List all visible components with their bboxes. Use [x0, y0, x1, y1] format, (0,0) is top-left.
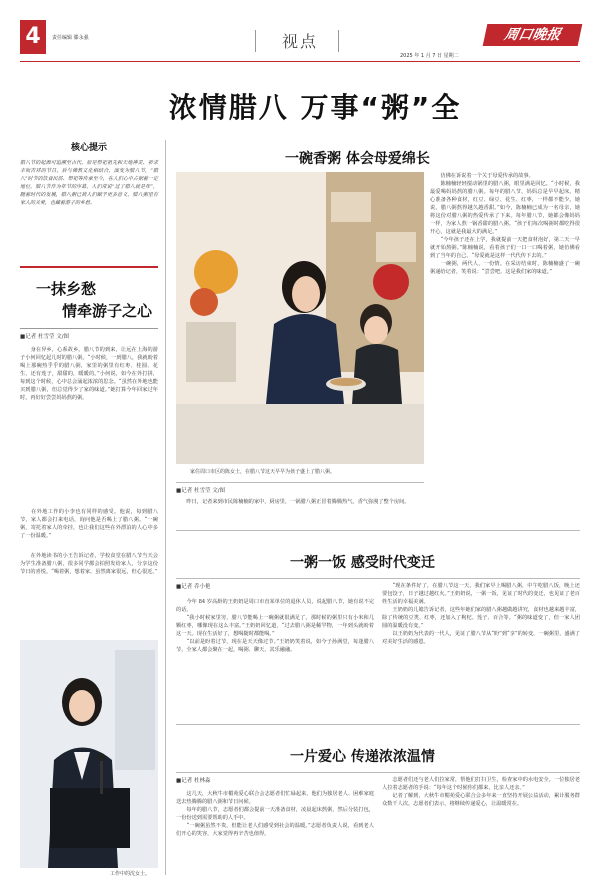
- top-article-body-left: 昨日，记者来到市民陈楠楠的家中，厨房里，一锅腊八粥正冒着腾腾热气，香气弥漫了整个房间。: [176, 499, 410, 505]
- bottom-article-body-right: 志愿者们还与老人们拉家常，帮他们打扫卫生，检查家中的水电安全。一位独居老人拉着志愿者的手说：“每年这个时候你们都来，比亲人还亲。” 记者了解到，大秋牛市楣苑爱心联合会多年来一直坚持开展公益活动，累计服务群众数千人次。志愿者们表示，将继续传递爱心，让温暖常在。: [382, 777, 580, 807]
- top-byline-rule: [176, 482, 424, 483]
- middle-top-rule: [176, 530, 580, 531]
- column-separator: [165, 140, 166, 875]
- summary-title: 核心提示: [70, 143, 107, 153]
- header-rule: [20, 61, 580, 62]
- top-article-byline: ■记者 杜雪莹 文/图: [176, 488, 226, 494]
- bottom-top-rule: [176, 724, 580, 725]
- top-photo-caption: 家住周口市区的陈女士，在腊八节这天早早为孩子盛上了腊八粥。: [190, 469, 336, 475]
- top-article-body-right: 仿佛在诉说着一个关于母爱传承的故事。 陈楠楠轻轻搅动锅里的腊八粥，眼里满是回忆。“小时候，我最爱喝妈妈熬的腊八粥。每年的腊八节，妈妈总是早早起床，精心准备各种食材，红豆、绿豆、花生、红枣，一样都不能少。她说，腊八粥熬得越久越香甜。”如今，陈楠楠已成为一名母亲，她将这份对腊八粥的热爱传承了下来。每年腊八节，她都会像妈妈一样，为家人熬一锅香甜的腊八粥。“孩子们每次喝粥时都吃得很开心，这就是我最大的满足。” “今年孩子还在上学，我就提前一天把食材泡好，第二天一早就开始熬粥。”陈楠楠说，看着孩子们一口一口喝着粥，她仿佛看到了当年的自己。“母爱就是这样一代代传下去的。” 一碗粥，两代人，一份情。在采访结束时，陈楠楠盛了一碗粥递给记者，笑着说：“尝尝吧，这是我们家的味道。”: [430, 173, 580, 275]
- middle-article-title: 一粥一饭 感受时代变迁: [290, 555, 435, 571]
- middle-article-body-left: 今年 84 岁高龄的王奶奶是周口市直某单位的退休人员，说起腊八节，她有说不完的话。 “我小时候家里穷，腊八节能喝上一碗粥就很满足了。那时候的粥里只有小米和几颗红枣，哪像现在这么丰富。”王奶奶回忆道，“过去腊八粥是稀罕物，一年到头就盼着这一天。现在生活好了，想喝随时都能喝。” “以前是盼着过节，现在是天天像过节。”王奶奶笑着说，如今子孙满堂，每逢腊八节，全家人都会聚在一起，喝粥、聊天，其乐融融。: [176, 599, 374, 653]
- left-article-body-3: 在外地读书的小王告诉记者，学校食堂在腊八节当天会为学生准备腊八粥，很多同学都会拍照发给家人，分享这份节日的喜悦。“喝着粥，想着家，虽然离家很远，但心很近。”: [20, 553, 158, 575]
- section-divider-left: [255, 30, 256, 52]
- page-number: 4: [20, 20, 46, 54]
- left-article-rule: [20, 266, 158, 268]
- bottom-article-body-left: 这几天，大秋牛市楣苑爱心联合会志愿者们忙碌起来，他们为独居老人、困难家庭送去热腾腾的腊八粥和节日问候。 每年的腊八节，志愿者们都会提前一天准备食材，凌晨起床熬粥，然后分装打包，一份份送到需要帮助的人手中。 “一碗粥虽然不贵，但能让老人们感受到社会的温暖。”志愿者负责人说，看到老人们开心的笑容，大家觉得再辛苦也值得。: [176, 791, 374, 837]
- main-headline: 浓情腊八 万事“粥”全: [168, 91, 462, 124]
- mother-feeding-child-illustration: [176, 172, 424, 464]
- editor-credit: 责任编辑 滕永强: [52, 35, 89, 41]
- left-photo-caption: 工作中的沈女士。: [110, 871, 151, 877]
- section-title: 视点: [282, 32, 319, 51]
- left-article-body-2: 在外地工作的小李也有同样的感受。他说，每到腊八节，家人都会打来电话，询问他是否喝上了腊八粥。“一碗粥，寄托着家人的牵挂，也让我们这些在外漂泊的人心中多了一份温暖。”: [20, 509, 158, 539]
- left-article-title-2: 情牵游子之心: [62, 302, 153, 320]
- bottom-article-title: 一片爱心 传递浓浓温情: [290, 749, 435, 765]
- middle-article-byline: ■记者 乔小艳: [176, 584, 211, 590]
- summary-body: 腊八节的起源可追溯至古代，原是祭祀祖先和天地神灵、祈求丰收吉祥的节日，后与佛教文化相结合，演变为腊八节，“腊八”时节的饮食民俗、祭祀等传承至今，在人们心中占据着一定地位。腊八节作为年节的序幕，人们常说“过了腊八就是年”，随着时代的发展，腊八粥已被人们赋予更多意义，腊八粥里有家人的关爱，也藏着游子的乡愁。: [20, 160, 158, 206]
- top-article-title: 一碗香粥 体会母爱绵长: [285, 151, 430, 167]
- left-article-title-1: 一抹乡愁: [36, 280, 97, 298]
- woman-speaking-illustration: [20, 640, 158, 868]
- left-article-byline: ■记者 杜雪莹 文/图: [20, 334, 70, 340]
- issue-date: 2025 年 1 月 7 日 星期二: [400, 53, 459, 59]
- left-article-body-1: 身在异乡，心系故乡。腊八节的到来，让远在上海的游子小何回忆起儿时的腊八粥。“小时候，一到腊八，我就盼着喝上那碗热乎乎的腊八粥，家里的粥里有红枣、桂圆、花生，还有莲子，甜甜的，暖暖的。”小何说，如今在外打拼，每到这个时候，心中总会涌起浓浓的思念。“虽然在外地也能买到腊八粥，但总觉得少了家的味道。”她打算今年回家过年时，再好好尝尝妈妈熬的粥。: [20, 347, 158, 401]
- newspaper-logo: 周口晚报: [483, 24, 583, 46]
- summary-box: [20, 140, 158, 252]
- top-article-photo: [176, 172, 424, 464]
- left-byline-rule: [20, 328, 158, 329]
- bottom-article-byline: ■记者 杜林淼: [176, 778, 211, 784]
- left-article-photo: [20, 640, 158, 868]
- middle-byline-rule: [176, 578, 580, 579]
- section-divider-right: [338, 30, 339, 52]
- bottom-byline-rule: [176, 772, 580, 773]
- middle-article-body-right: “现在条件好了，在腊八节这一天，我们家早上喝腊八粥，中午吃腊八饭，晚上还要包饺子，日子越过越红火。”王奶奶说，一粥一饭，见证了时代的变迁，也见证了老百姓生活的幸福美满。 王奶奶的儿媳告诉记者，这些年她们家的腊八粥越做越讲究，食材也越来越丰富，除了传统的豆类、红枣，还加入了枸杞、莲子、百合等。“粥的味道变了，但一家人团圆的温暖没有变。” 以王奶奶为代表的一代人，见证了腊八节从“盼”到“享”的转变，一碗粥里，盛满了对美好生活的感恩。: [382, 583, 580, 645]
